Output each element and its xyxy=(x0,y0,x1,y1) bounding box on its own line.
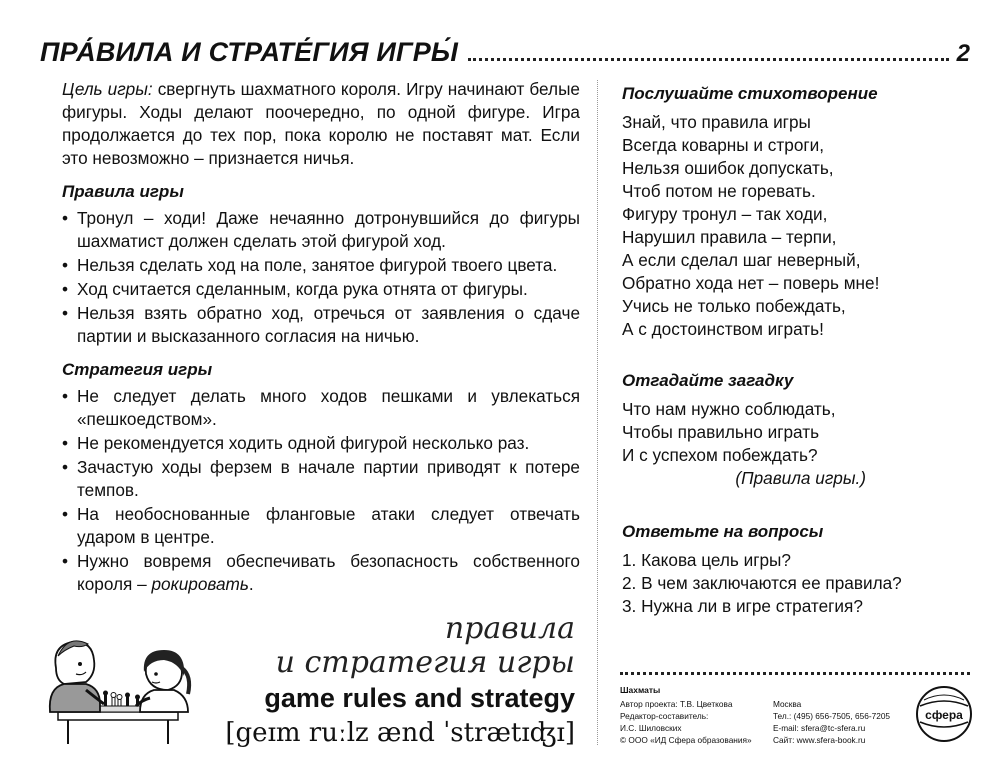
castle-term: рокировать xyxy=(151,574,249,594)
question-item: 2. В чем заключаются ее правила? xyxy=(622,573,902,593)
riddle-heading: Отгадайте загадку xyxy=(622,371,794,390)
vocab-script-line: правила xyxy=(444,611,575,646)
publisher-line: © ООО «ИД Сфера образования» xyxy=(620,735,752,745)
strategy-heading: Стратегия игры xyxy=(62,360,213,379)
poem-block xyxy=(622,111,972,341)
vocab-script xyxy=(220,612,575,680)
list-item: • Тронул – ходи! Даже нечаянно дотронувшийся до фигуры шахматист должен сделать этой фигурой ход. xyxy=(62,207,580,253)
publisher-line: Автор проекта: Т.В. Цветкова xyxy=(620,699,733,709)
right-column xyxy=(622,82,972,618)
chess-players-illustration xyxy=(38,628,198,746)
intro-paragraph xyxy=(62,78,580,170)
poem-line: Фигуру тронул – так ходи, xyxy=(622,204,828,224)
page-number: 2 xyxy=(956,40,970,67)
series-title: Шахматы xyxy=(620,685,661,695)
rules-heading: Правила игры xyxy=(62,182,184,201)
poem-heading: Послушайте стихотворение xyxy=(622,84,878,103)
poem-line: Обратно хода нет – поверь мне! xyxy=(622,273,880,293)
rules-list xyxy=(62,207,580,348)
list-item: • Ход считается сделанным, когда рука отнята от фигуры. xyxy=(62,278,580,301)
list-item: • Нельзя сделать ход на поле, занятое фигурой твоего цвета. xyxy=(62,254,580,277)
poem-line: Учись не только побеждать, xyxy=(622,296,846,316)
list-item: • Зачастую ходы ферзем в начале партии приводят к потере темпов. xyxy=(62,456,580,502)
page-title: ПРА́ВИЛА И СТРАТЕ́ГИЯ ИГРЫ́ xyxy=(40,37,459,67)
strategy-list xyxy=(62,385,580,596)
publisher-line: Сайт: www.sfera-book.ru xyxy=(772,735,866,745)
riddle-answer: (Правила игры.) xyxy=(735,468,866,488)
poem-line: Нарушил правила – терпи, xyxy=(622,227,837,247)
question-item: 1. Какова цель игры? xyxy=(622,550,791,570)
publisher-line: E-mail: sfera@tc-sfera.ru xyxy=(772,723,866,733)
list-item xyxy=(62,550,580,596)
footer-dots xyxy=(620,672,970,675)
vocab-english: game rules and strategy xyxy=(264,683,575,713)
poem-line: Нельзя ошибок допускать, xyxy=(622,158,834,178)
riddle-line: Чтобы правильно играть xyxy=(622,422,820,442)
page-header xyxy=(40,28,970,68)
poem-line: Знай, что правила игры xyxy=(622,112,811,132)
list-item: • На необоснованные фланговые атаки следует отвечать ударом в центре. xyxy=(62,503,580,549)
poem-line: Чтоб потом не горевать. xyxy=(622,181,816,201)
questions-heading: Ответьте на вопросы xyxy=(622,522,824,541)
logo-text: сфера xyxy=(925,708,963,722)
sfera-logo-icon xyxy=(914,684,974,744)
poem-line: Всегда коварны и строги, xyxy=(622,135,825,155)
riddle-line: И с успехом побеждать? xyxy=(622,445,818,465)
list-item: • Не рекомендуется ходить одной фигурой несколько раз. xyxy=(62,432,580,455)
title-leader-dots xyxy=(468,58,949,61)
publisher-line: Редактор-составитель: xyxy=(620,711,709,721)
publisher-line: Тел.: (495) 656-7505, 656-7205 xyxy=(772,711,891,721)
questions-section xyxy=(622,520,972,618)
intro-lead: Цель игры: xyxy=(62,79,153,99)
riddle-line: Что нам нужно соблюдать, xyxy=(622,399,836,419)
poem-line: А с достоинством играть! xyxy=(622,319,824,339)
poem-line: А если сделал шаг неверный, xyxy=(622,250,861,270)
list-item-end: . xyxy=(248,574,254,594)
publisher-line: И.С. Шиловских xyxy=(620,723,682,733)
publisher-line: Москва xyxy=(772,699,802,709)
publisher-info xyxy=(620,684,920,746)
vocab-script-line: и стратегия игры xyxy=(275,645,575,680)
question-item: 3. Нужна ли в игре стратегия? xyxy=(622,596,863,616)
intro-text: свергнуть шахматного короля. Игру начинают белые фигуры. Ходы делают поочередно, по одной фигуре. Игра продолжается до тех пор, пока королю не поставят мат. Если это невозможно – признается ничья. xyxy=(62,79,580,168)
vocab-transcription: [geɪm ruːlz ænd ˈstrætɪʤɪ] xyxy=(225,718,575,748)
riddle-block xyxy=(622,398,972,490)
column-divider xyxy=(597,80,598,745)
publisher-col-left xyxy=(620,698,773,746)
list-item-text: Нужно вовремя обеспечивать безопасность собственного короля – xyxy=(77,551,580,594)
list-item: • Нельзя взять обратно ход, отречься от заявления о сдаче партии и высказанного согласия на ничью. xyxy=(62,302,580,348)
list-item: • Не следует делать много ходов пешками и увлекаться «пешкоедством». xyxy=(62,385,580,431)
left-column xyxy=(62,78,580,597)
publisher-col-right xyxy=(773,698,920,746)
